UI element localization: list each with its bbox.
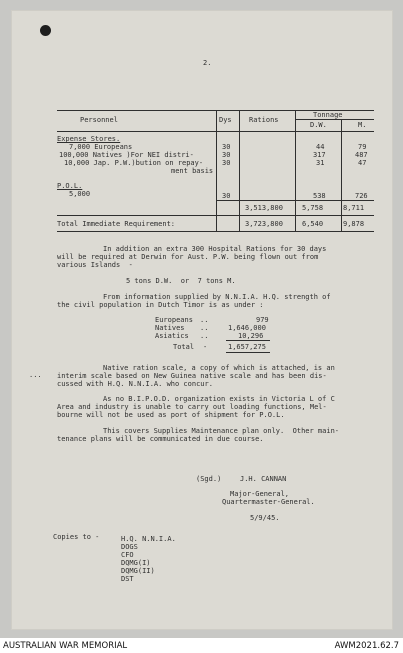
header-m: M. [358,121,367,129]
paragraph-line: tenance plans will be communicated in due course. [57,435,264,443]
population-total-value: 1,657,275 [228,343,266,351]
paragraph-line: will be required at Derwin for Aust. P.W. being flown out from [57,253,319,261]
paragraph-line: Area and industry is unable to carry out loading functions, Mel- [57,403,327,411]
row-m: 47 [358,159,367,167]
total-rations: 3,723,800 [245,220,283,228]
paragraph-line: As no B.I.P.O.D. organization exists in Victoria L of C [103,395,335,403]
header-rations: Rations [249,116,279,124]
copies-item: CFO [121,551,134,559]
subtotal-dw: 5,758 [302,204,324,212]
population-label: Asiatics [155,332,189,340]
copies-label: Copies to - [53,533,100,541]
row-label: ment basis [171,167,214,175]
row-days: 30 [222,159,231,167]
signature-date: 5/9/45. [250,514,280,522]
signature-name: J.H. CANNAN [240,475,287,483]
row-label: 10,000 Jap. P.W.)bution on repay- [64,159,204,167]
row-label: 100,000 Natives )For NEI distri- [59,151,194,159]
copies-item: DST [121,575,134,583]
paragraph-line: interim scale based on New Guinea native scale and has been dis- [57,372,327,380]
population-dots: .. [200,316,209,324]
population-total-label: Total [173,343,195,351]
paragraph-line: cussed with H.Q. N.N.I.A. who concur. [57,380,213,388]
paragraph-line: the civil population in Dutch Timor is as under : [57,301,264,309]
population-value: 10,296 [238,332,264,340]
header-dw: D.W. [310,121,327,129]
row-days: 30 [222,143,231,151]
row-days: 30 [222,151,231,159]
pol-dw: 538 [313,192,326,200]
margin-mark: ... [29,371,42,379]
subtotal-rations: 3,513,800 [245,204,283,212]
section-pol: P.O.L. [57,182,83,190]
paragraph-line: various Islands - [57,261,133,269]
page-number: 2. [203,59,212,67]
copies-item: DQMG(II) [121,567,155,575]
row-dw: 317 [313,151,326,159]
paragraph-line: Native ration scale, a copy of which is attached, is an [103,364,335,372]
header-personnel: Personnel [80,116,118,124]
total-dw: 6,540 [302,220,324,228]
population-dots: .. [200,324,209,332]
population-value: 979 [256,316,269,324]
footer-reference: AWM2021.62.7 [334,641,399,651]
signature-title: Quartermaster-General. [222,498,315,506]
population-label: Natives [155,324,185,332]
copies-item: DOGS [121,543,138,551]
header-tonnage: Tonnage [313,111,343,119]
footer-institution: AUSTRALIAN WAR MEMORIAL [3,641,128,651]
pol-m: 726 [355,192,368,200]
population-dots: .. [200,332,209,340]
signature-sgd: (Sgd.) [196,475,222,483]
punch-hole [40,25,51,36]
pol-label: 5,000 [69,190,91,198]
section-expense-stores: Expense Stores. [57,135,121,143]
header-days: Dys [219,116,232,124]
row-dw: 31 [316,159,325,167]
tons-line: 5 tons D.W. or 7 tons M. [126,277,236,285]
paragraph-line: From information supplied by N.N.I.A. H.Q. strength of [103,293,331,301]
copies-item: H.Q. N.N.I.A. [121,535,176,543]
archive-footer [0,638,403,653]
copies-item: DQMG(I) [121,559,151,567]
pol-days: 30 [222,192,231,200]
paragraph-line: In addition an extra 300 Hospital Rations for 30 days [103,245,327,253]
paragraph-line: bourne will not be used as port of shipment for P.O.L. [57,411,285,419]
total-label: Total Immediate Requirement: [57,220,176,228]
population-value: 1,646,000 [228,324,266,332]
subtotal-m: 8,711 [343,204,365,212]
row-m: 487 [355,151,368,159]
signature-rank: Major-General, [230,490,290,498]
row-dw: 44 [316,143,325,151]
population-total-dash: - [203,343,208,351]
paragraph-line: This covers Supplies Maintenance plan only. Other main- [103,427,340,435]
total-m: 9,878 [343,220,365,228]
row-label: 7,000 Europeans [69,143,133,151]
row-m: 79 [358,143,367,151]
population-label: Europeans [155,316,193,324]
